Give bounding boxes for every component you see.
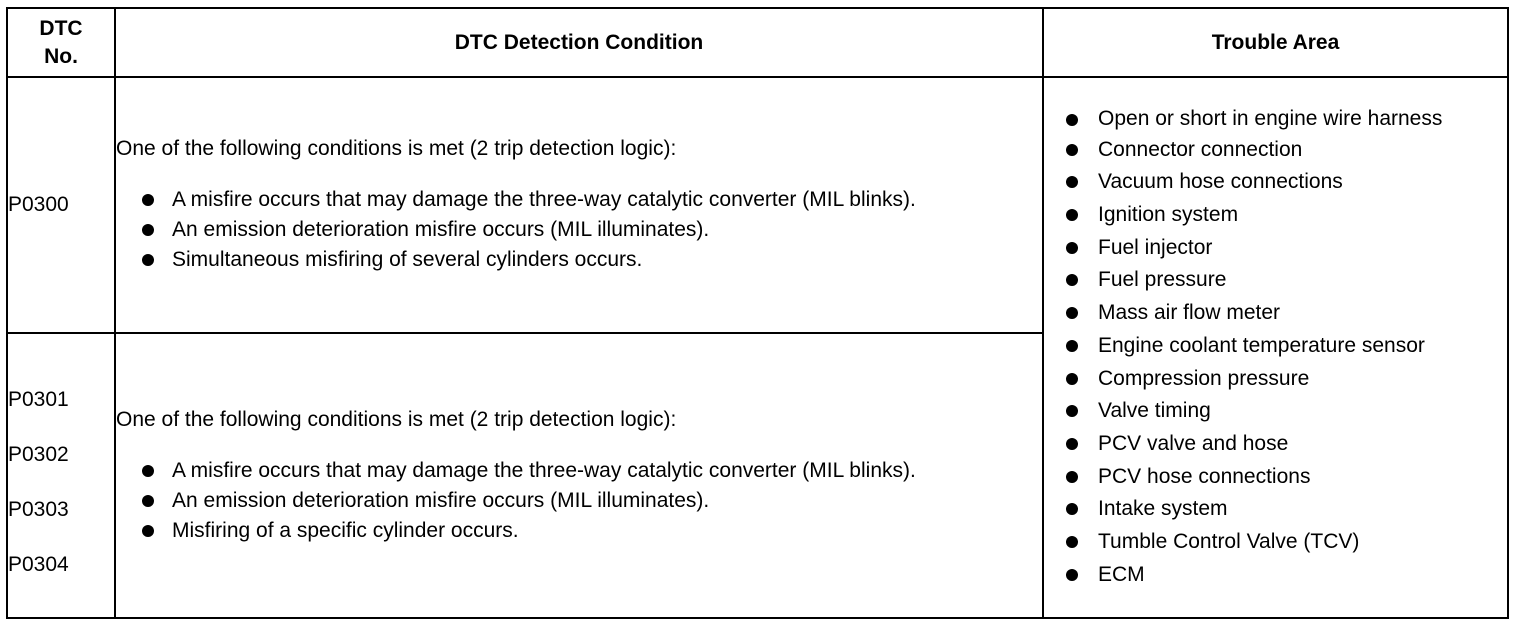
dtc-code: P0300	[8, 193, 69, 216]
list-item: Open or short in engine wire harness	[1066, 104, 1507, 134]
list-item: Simultaneous misfiring of several cylinders occurs.	[142, 245, 1042, 275]
bullet-icon	[142, 525, 154, 537]
list-item: Connector connection	[1066, 134, 1507, 167]
bullet-icon	[142, 254, 154, 266]
dtc-code-cell	[7, 333, 115, 618]
list-item: Valve timing	[1066, 395, 1507, 428]
bullet-icon	[1066, 176, 1078, 188]
list-item: Fuel injector	[1066, 232, 1507, 265]
list-item: A misfire occurs that may damage the three-way catalytic converter (MIL blinks).	[142, 456, 1042, 486]
header-trouble-area: Trouble Area	[1043, 8, 1508, 77]
dtc-code: P0303	[8, 497, 69, 521]
dtc-table	[6, 7, 1509, 619]
bullet-icon	[1066, 373, 1078, 385]
bullet-icon	[1066, 114, 1078, 126]
detection-condition-cell	[115, 77, 1043, 333]
bullet-icon	[1066, 242, 1078, 254]
condition-list	[116, 185, 1042, 275]
header-dtc-no: DTC No.	[7, 8, 115, 77]
header-row	[7, 8, 1508, 77]
bullet-icon	[1066, 144, 1078, 156]
bullet-icon	[1066, 274, 1078, 286]
condition-intro: One of the following conditions is met (2 trip detection logic):	[116, 137, 677, 160]
list-item: An emission deterioration misfire occurs (MIL illuminates).	[142, 215, 1042, 245]
bullet-icon	[1066, 503, 1078, 515]
bullet-icon	[1066, 405, 1078, 417]
list-item: Intake system	[1066, 493, 1507, 526]
list-item: PCV hose connections	[1066, 461, 1507, 494]
bullet-icon	[1066, 307, 1078, 319]
list-item: Mass air flow meter	[1066, 297, 1507, 330]
dtc-code: P0302	[8, 442, 69, 466]
detection-condition-cell	[115, 333, 1043, 618]
condition-intro: One of the following conditions is met (2 trip detection logic):	[116, 407, 677, 431]
list-item: Fuel pressure	[1066, 264, 1507, 297]
list-item: Tumble Control Valve (TCV)	[1066, 526, 1507, 559]
bullet-icon	[1066, 209, 1078, 221]
list-item: Misfiring of a specific cylinder occurs.	[142, 516, 1042, 546]
header-detection-condition: DTC Detection Condition	[115, 8, 1043, 77]
list-item: An emission deterioration misfire occurs (MIL illuminates).	[142, 486, 1042, 516]
bullet-icon	[1066, 438, 1078, 450]
list-item: Ignition system	[1066, 199, 1507, 232]
list-item: Engine coolant temperature sensor	[1066, 330, 1507, 363]
bullet-icon	[1066, 569, 1078, 581]
bullet-icon	[142, 194, 154, 206]
dtc-code: P0304	[8, 552, 69, 576]
table-row	[7, 77, 1508, 333]
bullet-icon	[142, 224, 154, 236]
bullet-icon	[142, 465, 154, 477]
list-item: PCV valve and hose	[1066, 428, 1507, 461]
trouble-area-list	[1044, 104, 1507, 592]
list-item: A misfire occurs that may damage the three-way catalytic converter (MIL blinks).	[142, 185, 1042, 215]
bullet-icon	[1066, 471, 1078, 483]
list-item: Vacuum hose connections	[1066, 166, 1507, 199]
dtc-code-cell	[7, 77, 115, 333]
list-item: ECM	[1066, 559, 1507, 592]
bullet-icon	[1066, 340, 1078, 352]
condition-list	[116, 456, 1042, 546]
dtc-code: P0301	[8, 387, 69, 411]
bullet-icon	[1066, 536, 1078, 548]
list-item: Compression pressure	[1066, 363, 1507, 396]
bullet-icon	[142, 495, 154, 507]
trouble-area-cell	[1043, 77, 1508, 618]
